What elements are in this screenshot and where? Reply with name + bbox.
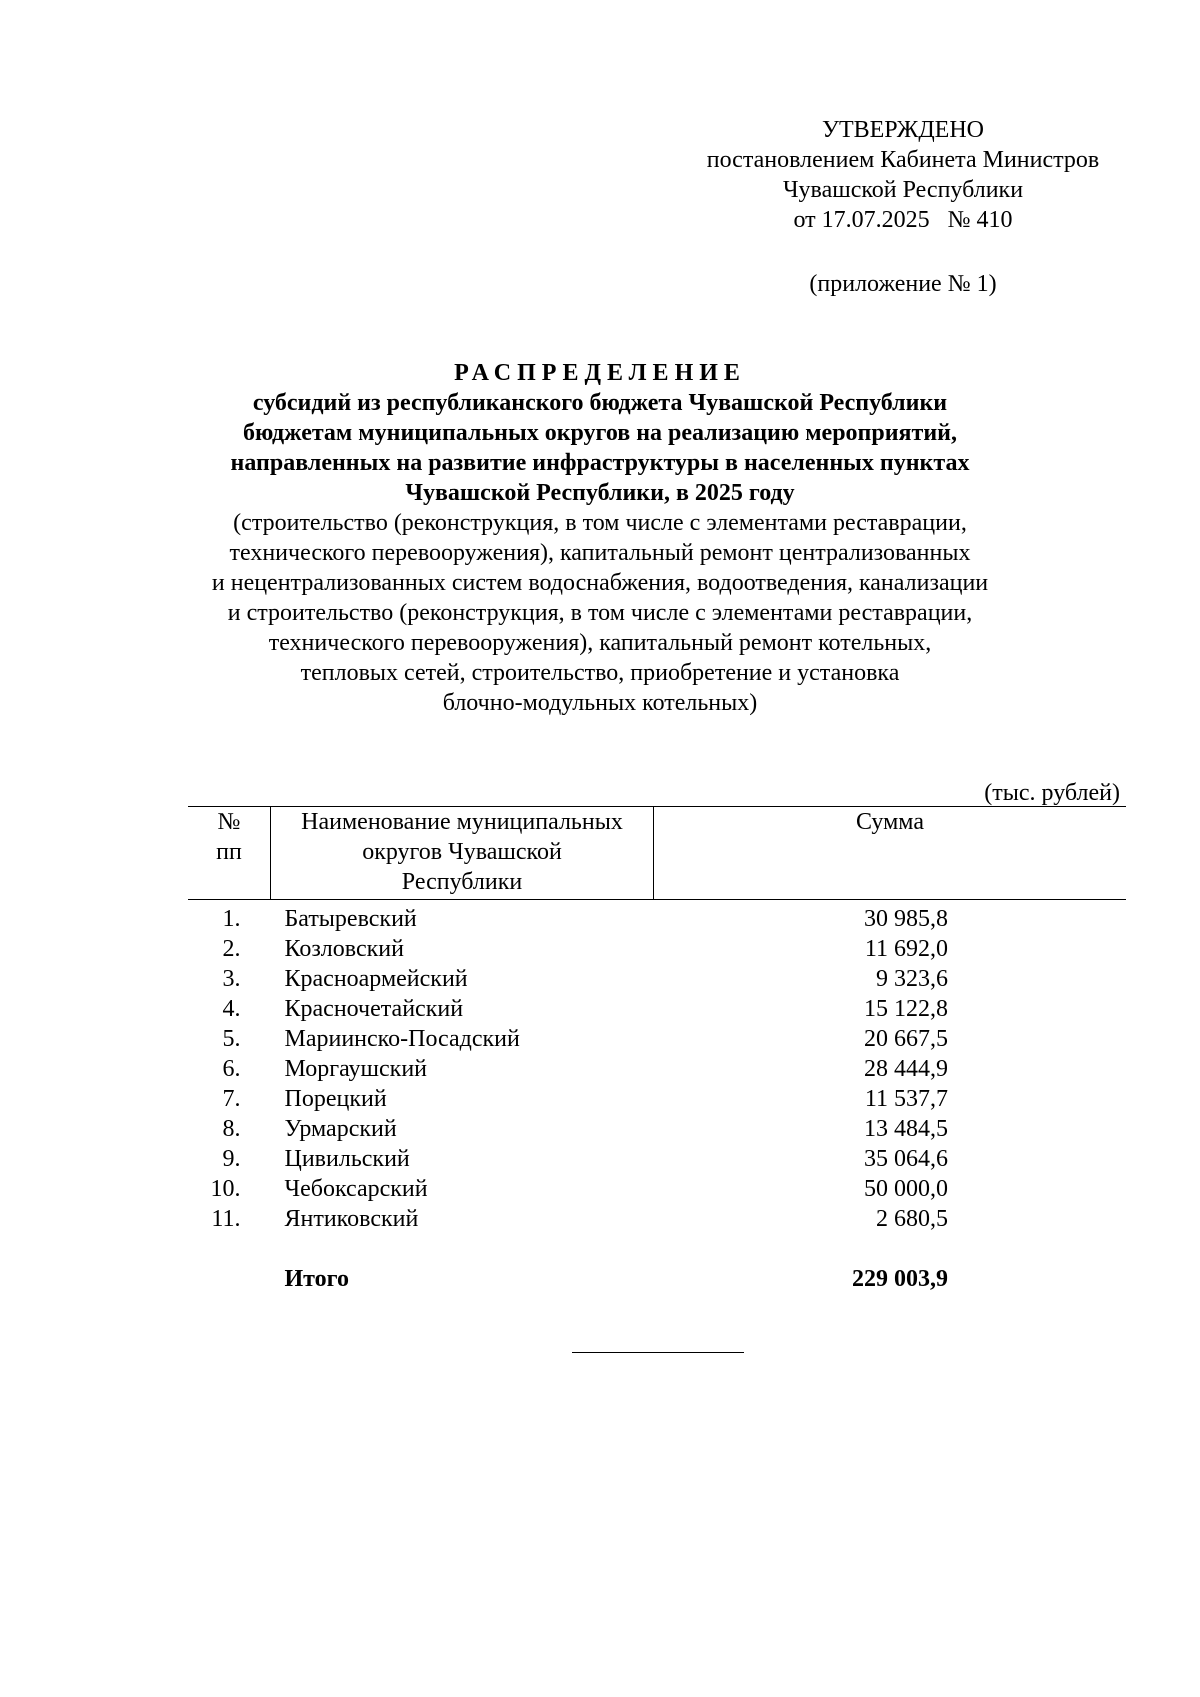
row-name: Урмарский (284, 1116, 397, 1142)
row-name: Цивильский (284, 1146, 410, 1172)
row-number: 3. (222, 966, 241, 992)
scope-line: тепловых сетей, строительство, приобретение и установка (300, 660, 900, 686)
table-row (188, 994, 1126, 1024)
header-name-line: округов Чувашской (362, 839, 562, 865)
header-sum: Сумма (654, 807, 1127, 900)
row-sum: 11 692,0 (864, 936, 948, 962)
row-name: Чебоксарский (284, 1176, 428, 1202)
row-sum: 2 680,5 (876, 1206, 948, 1232)
total-row (188, 1264, 1126, 1294)
document-title: РАСПРЕДЕЛЕНИЕ (454, 360, 746, 386)
row-number: 6. (222, 1056, 241, 1082)
table-spacer-row (188, 1234, 1126, 1264)
end-divider (572, 1352, 744, 1353)
row-name: Мариинско-Посадский (284, 1026, 520, 1052)
header-number-line: пп (216, 839, 242, 865)
row-number: 10. (210, 1176, 241, 1202)
table-row (188, 1144, 1126, 1174)
header-name (271, 807, 654, 900)
table-row (188, 1084, 1126, 1114)
row-name: Моргаушский (284, 1056, 427, 1082)
row-number: 5. (222, 1026, 241, 1052)
row-sum: 50 000,0 (864, 1176, 948, 1202)
row-sum: 30 985,8 (864, 906, 948, 932)
row-name: Козловский (284, 936, 404, 962)
approval-title: УТВЕРЖДЕНО (821, 117, 985, 143)
subtitle-line: Чувашской Республики, в 2025 году (405, 480, 795, 506)
table-row (188, 1204, 1126, 1234)
row-number: 11. (211, 1206, 241, 1232)
row-name: Красночетайский (284, 996, 464, 1022)
row-name: Порецкий (284, 1086, 387, 1112)
total-sum: 229 003,9 (852, 1266, 948, 1292)
header-number (188, 807, 271, 900)
scope-line: и строительство (реконструкция, в том числе с элементами реставрации, (227, 600, 973, 626)
total-label: Итого (284, 1266, 349, 1292)
table-row (188, 964, 1126, 994)
table-header-row (188, 807, 1126, 900)
subtitle-line: бюджетам муниципальных округов на реализацию мероприятий, (243, 420, 957, 446)
appendix-label: (приложение № 1) (809, 271, 997, 297)
row-sum: 9 323,6 (876, 966, 948, 992)
row-name: Янтиковский (284, 1206, 419, 1232)
row-name: Батыревский (284, 906, 417, 932)
row-number: 8. (222, 1116, 241, 1142)
approval-line-1: постановлением Кабинета Министров (706, 147, 1100, 173)
distribution-table (188, 806, 1126, 1294)
table-row (188, 1174, 1126, 1204)
approval-line-3: от 17.07.2025 № 410 (793, 207, 1013, 233)
approval-block (688, 115, 1118, 299)
row-number: 7. (222, 1086, 241, 1112)
document-heading (150, 358, 1050, 718)
scope-line: (строительство (реконструкция, в том числе с элементами реставрации, (233, 510, 967, 536)
row-number: 4. (222, 996, 241, 1022)
row-sum: 15 122,8 (864, 996, 948, 1022)
row-sum: 13 484,5 (864, 1116, 948, 1142)
subtitle-line: субсидий из республиканского бюджета Чувашской Республики (252, 390, 948, 416)
row-number: 9. (222, 1146, 241, 1172)
header-number-line: № (217, 809, 241, 835)
table-row (188, 1114, 1126, 1144)
row-sum: 35 064,6 (864, 1146, 948, 1172)
scope-line: блочно-модульных котельных) (442, 690, 758, 716)
unit-label: (тыс. рублей) (984, 780, 1120, 806)
row-sum: 20 667,5 (864, 1026, 948, 1052)
row-number: 2. (222, 936, 241, 962)
header-name-line: Республики (401, 869, 523, 895)
table-row (188, 900, 1126, 935)
scope-line: технического перевооружения), капитальный ремонт котельных, (268, 630, 932, 656)
scope-line: и нецентрализованных систем водоснабжения, водоотведения, канализации (211, 570, 989, 596)
table-row (188, 934, 1126, 964)
table-row (188, 1054, 1126, 1084)
table-row (188, 1024, 1126, 1054)
header-name-line: Наименование муниципальных (301, 809, 623, 835)
scope-line: технического перевооружения), капитальный ремонт централизованных (229, 540, 971, 566)
row-number: 1. (222, 906, 241, 932)
row-sum: 28 444,9 (864, 1056, 948, 1082)
row-name: Красноармейский (284, 966, 468, 992)
subtitle-line: направленных на развитие инфраструктуры в населенных пунктах (230, 450, 970, 476)
row-sum: 11 537,7 (864, 1086, 948, 1112)
approval-line-2: Чувашской Республики (782, 177, 1024, 203)
